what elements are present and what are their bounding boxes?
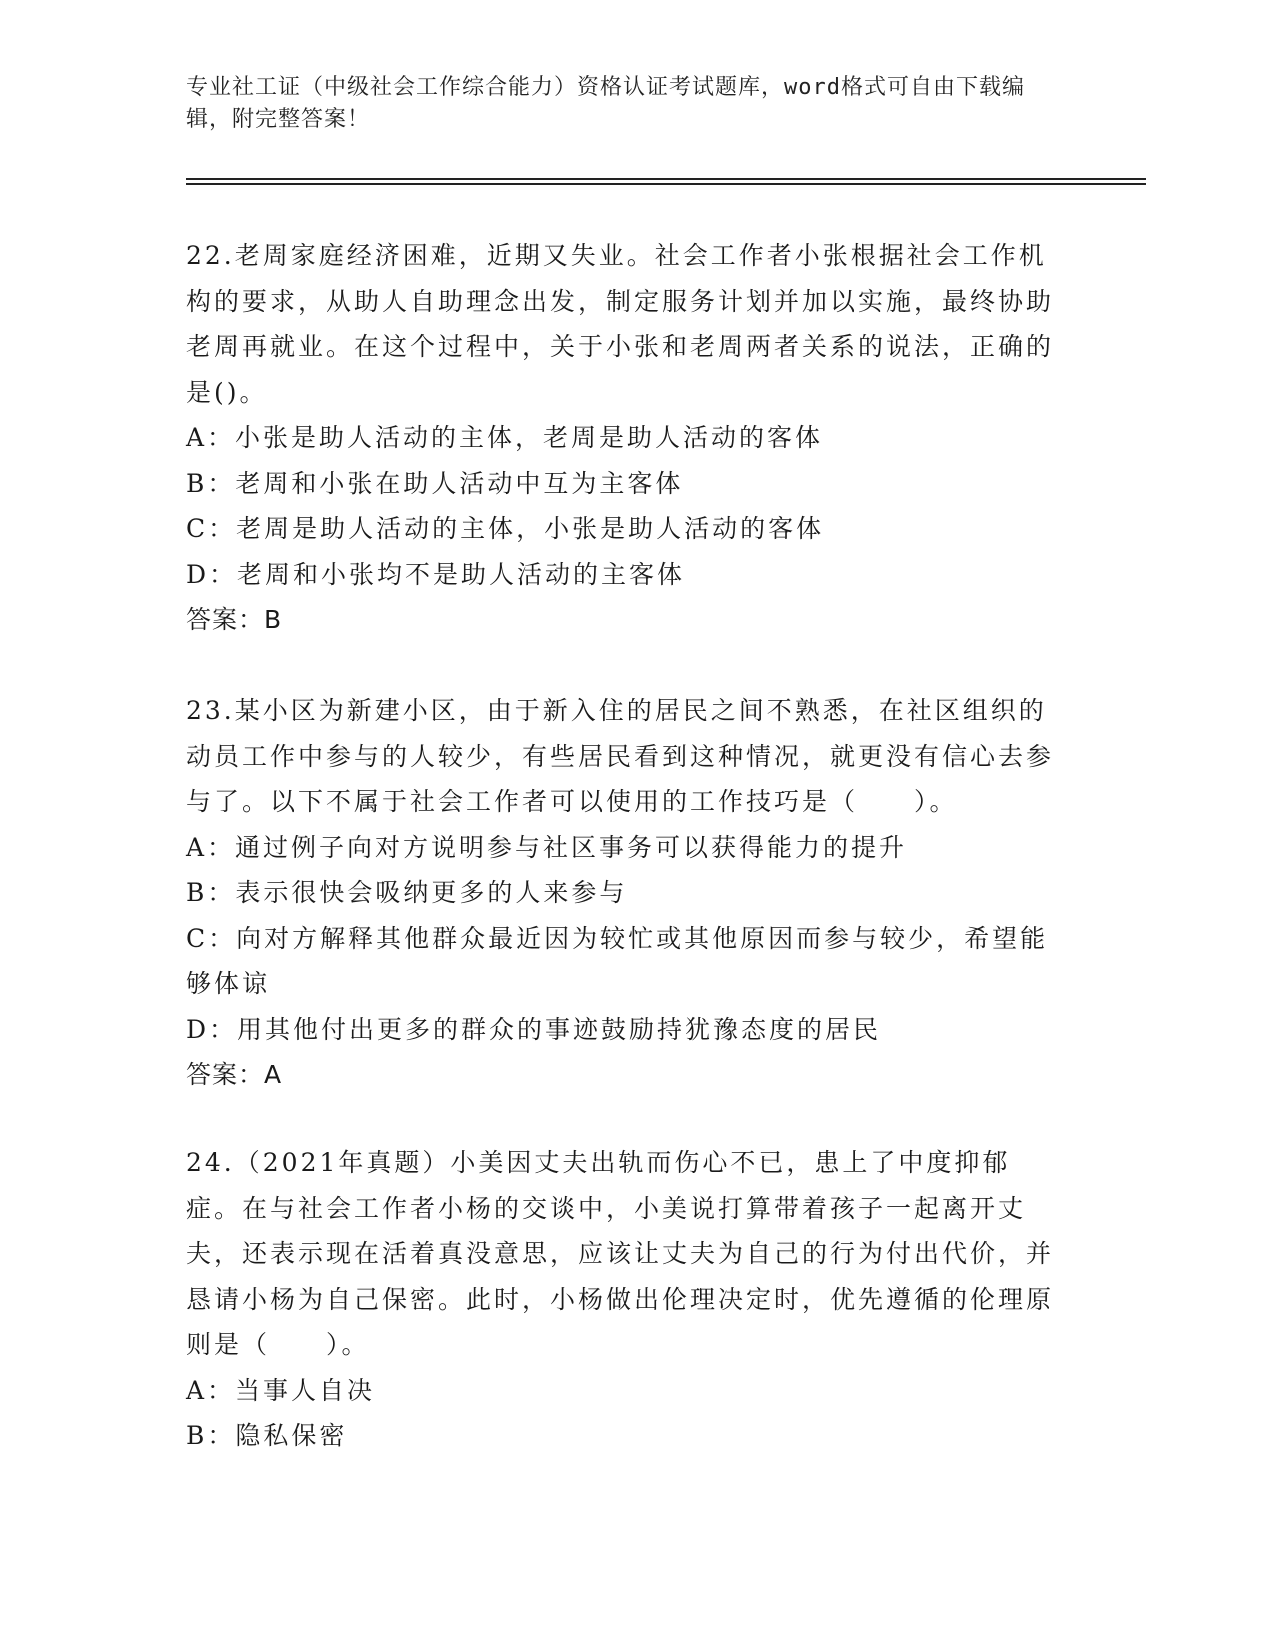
- option-a: A：当事人自决: [186, 1375, 376, 1405]
- question-stem: 22.老周家庭经济困难，近期又失业。社会工作者小张根据社会工作机构的要求，从助人自助理念出发，制定服务计划并加以实施，最终协助老周再就业。在这个过程中，关于小张和老周两者关系的说法，正确的是()。: [186, 241, 1055, 407]
- option-c: C：老周是助人活动的主体，小张是助人活动的客体: [186, 514, 825, 543]
- answer-label: 答案：A: [186, 1060, 283, 1089]
- header-divider-bottom: [186, 183, 1146, 185]
- option-b: B：表示很快会吸纳更多的人来参与: [186, 878, 628, 907]
- option-b: B：老周和小张在助人活动中互为主客体: [186, 468, 684, 498]
- option-b: B：隐私保密: [186, 1421, 348, 1450]
- question-24: [186, 1140, 1066, 1459]
- option-d: D：用其他付出更多的群众的事迹鼓励持犹豫态度的居民: [186, 1014, 882, 1044]
- question-stem: 23.某小区为新建小区，由于新入住的居民之间不熟悉，在社区组织的动员工作中参与的人较少，有些居民看到这种情况，就更没有信心去参与了。以下不属于社会工作者可以使用的工作技巧是（ ）。: [186, 696, 1055, 816]
- option-c: C：向对方解释其他群众最近因为较忙或其他原因而参与较少，希望能够体谅: [186, 923, 1049, 998]
- answer-label: 答案：B: [186, 605, 283, 634]
- question-22: [186, 233, 1066, 643]
- question-23: [186, 688, 1066, 1098]
- document-header: 专业社工证（中级社会工作综合能力）资格认证考试题库，word格式可自由下载编辑，附完整答案！: [186, 75, 1025, 132]
- header-divider-top: [186, 178, 1146, 180]
- option-a: A：通过例子向对方说明参与社区事务可以获得能力的提升: [186, 832, 908, 862]
- option-a: A：小张是助人活动的主体，老周是助人活动的客体: [186, 423, 824, 452]
- option-d: D：老周和小张均不是助人活动的主客体: [186, 559, 686, 589]
- question-stem: 24.（2021年真题）小美因丈夫出轨而伤心不已，患上了中度抑郁症。在与社会工作者小杨的交谈中，小美说打算带着孩子一起离开丈夫，还表示现在活着真没意思，应该让丈夫为自己的行为付出代价，并恳请小杨为自己保密。此时，小杨做出伦理决定时，优先遵循的伦理原则是（ ）。: [186, 1148, 1055, 1359]
